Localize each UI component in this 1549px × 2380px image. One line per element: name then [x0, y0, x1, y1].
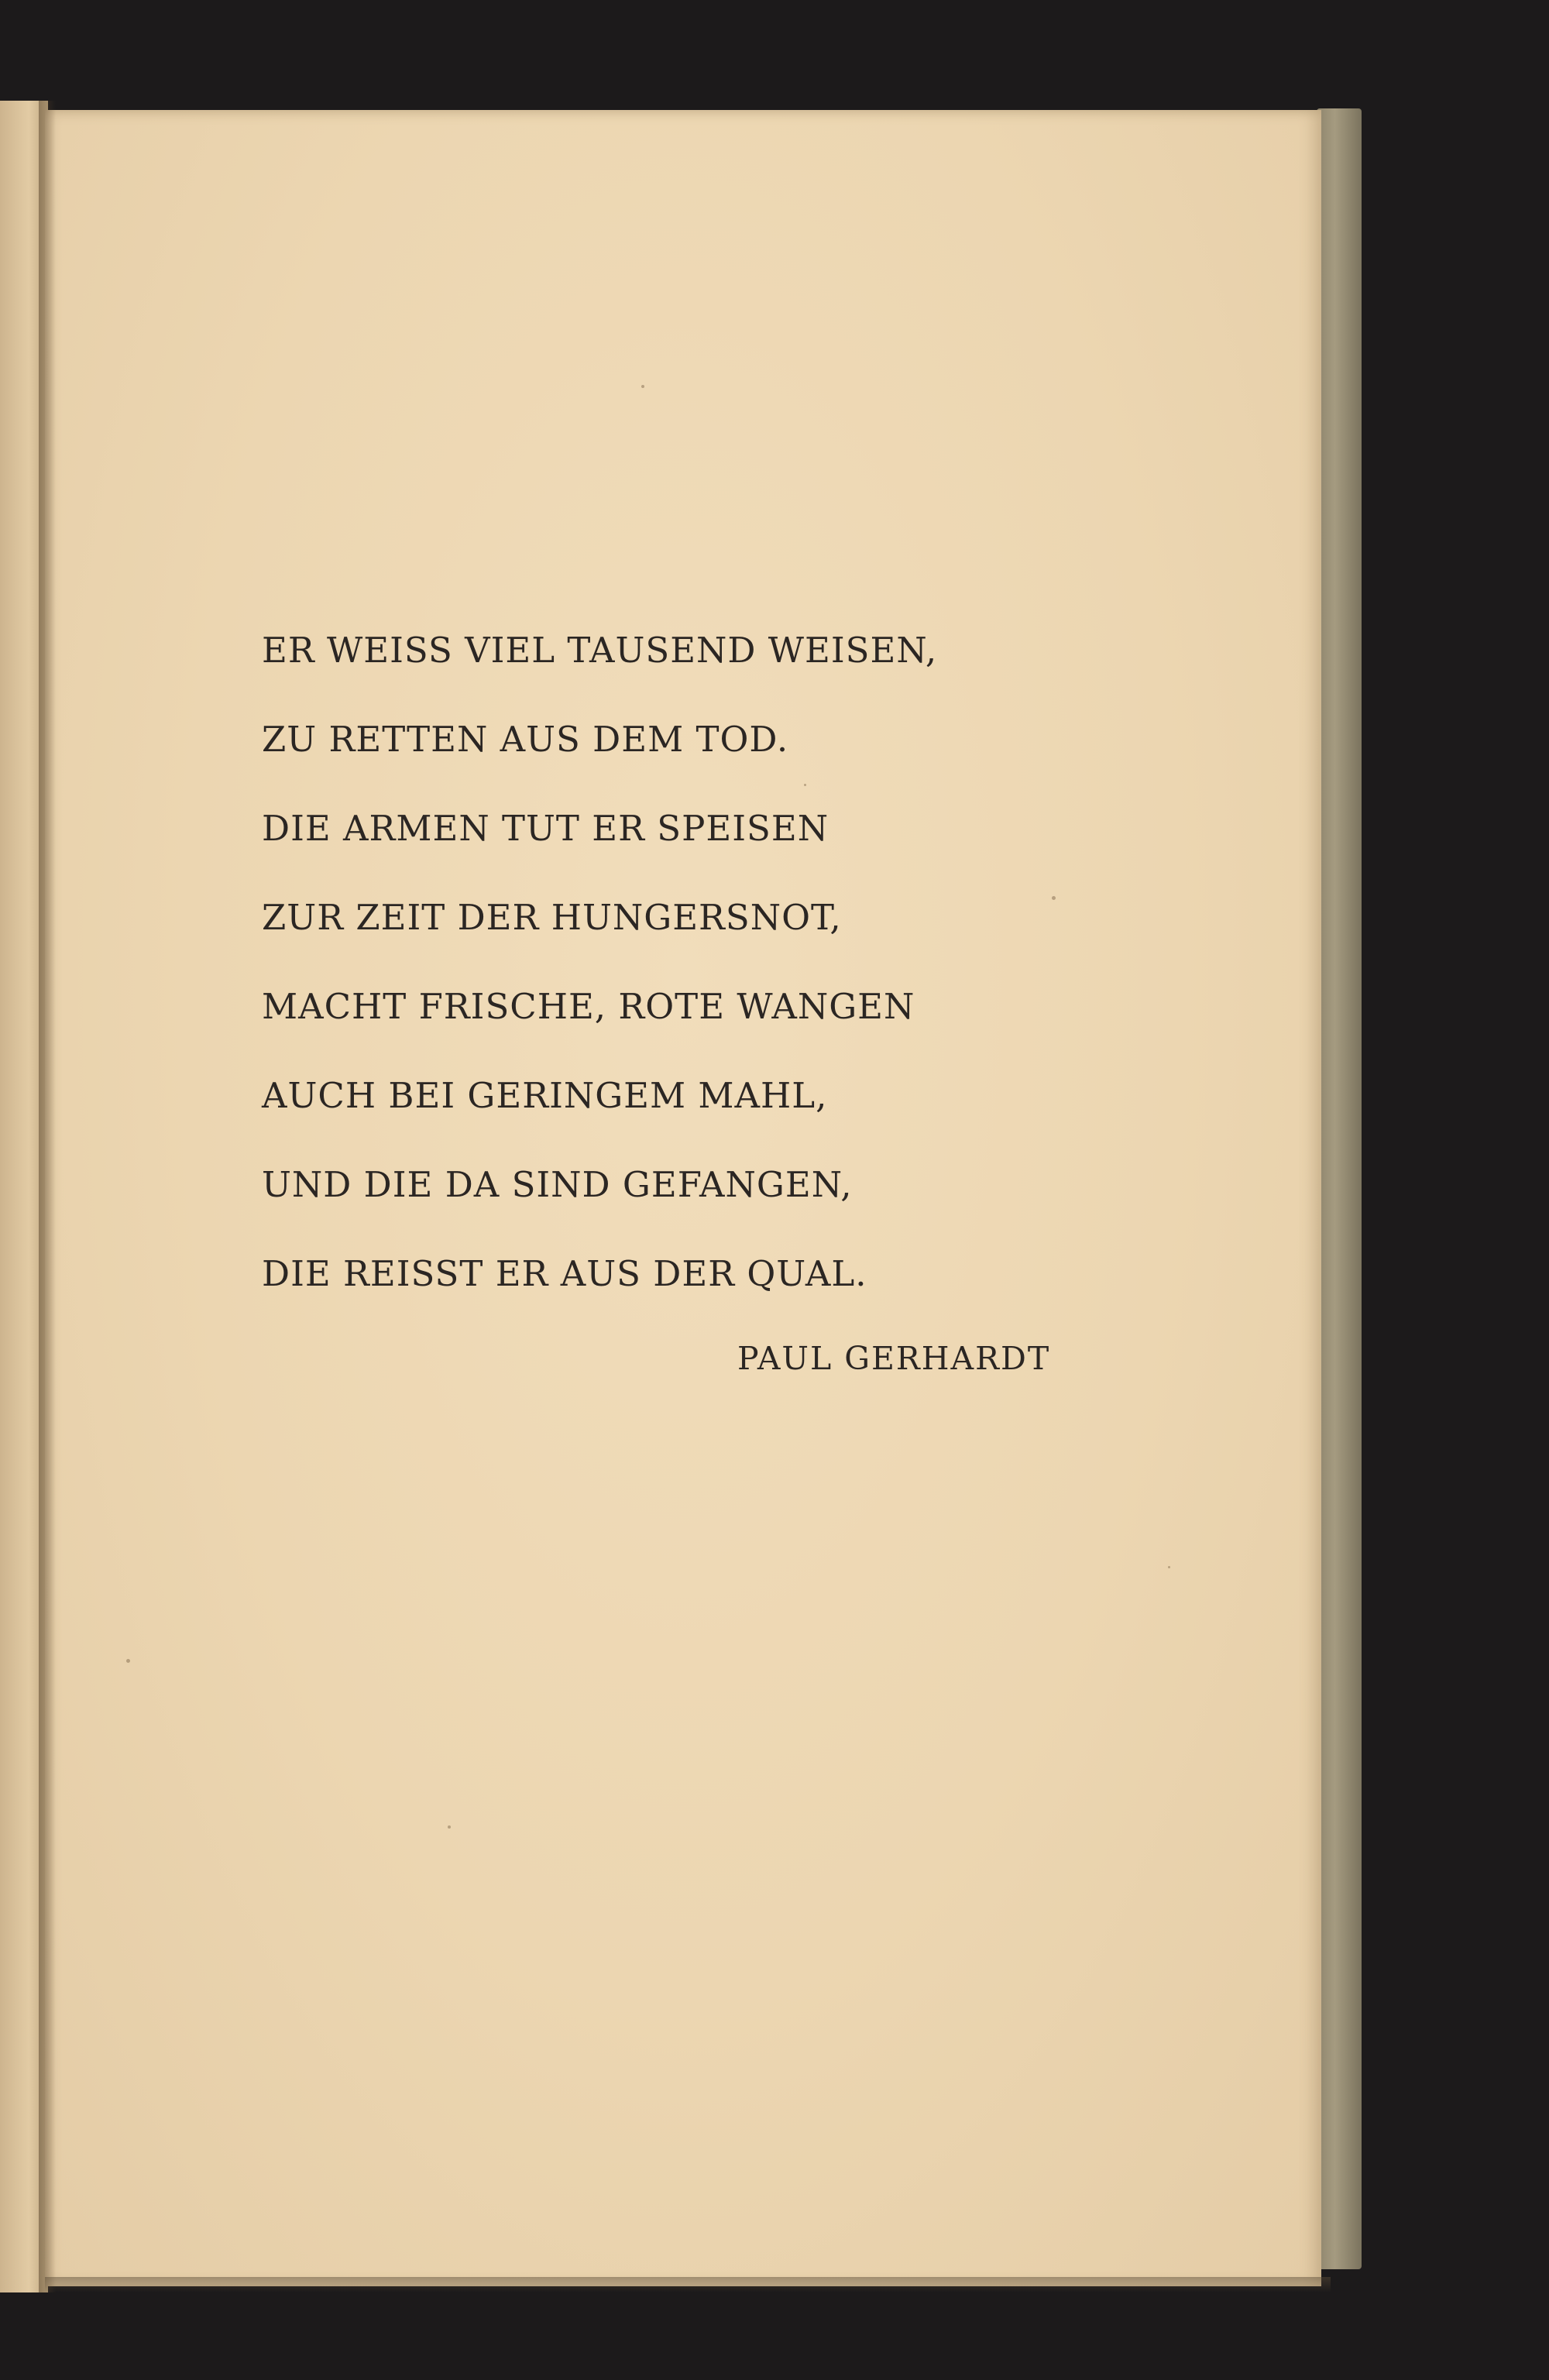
poem-line: UND DIE DA SIND GEFANGEN,: [262, 1164, 853, 1205]
poem-line: ZU RETTEN AUS DEM TOD.: [262, 719, 789, 760]
poem-line: MACHT FRISCHE, ROTE WANGEN: [262, 986, 915, 1027]
paper-speck: [126, 1659, 130, 1663]
poem-line: AUCH BEI GERINGEM MAHL,: [262, 1075, 828, 1116]
gutter-shadow: [39, 101, 56, 2292]
page-bottom-shadow: [45, 2277, 1331, 2292]
paper-speck: [448, 1825, 451, 1829]
cover-board-edge: [1317, 108, 1362, 2269]
paper-speck: [1052, 896, 1056, 900]
paper-speck: [1168, 1566, 1170, 1568]
poem-line: ER WEISS VIEL TAUSEND WEISEN,: [262, 630, 938, 671]
poem-line: DIE ARMEN TUT ER SPEISEN: [262, 808, 829, 849]
poem-line: ZUR ZEIT DER HUNGERSNOT,: [262, 897, 842, 938]
paper-speck: [641, 385, 644, 388]
poem-author: PAUL GERHARDT: [737, 1340, 1051, 1377]
poem-line: DIE REISST ER AUS DER QUAL.: [262, 1253, 867, 1294]
poem-stanza: [262, 620, 937, 1332]
